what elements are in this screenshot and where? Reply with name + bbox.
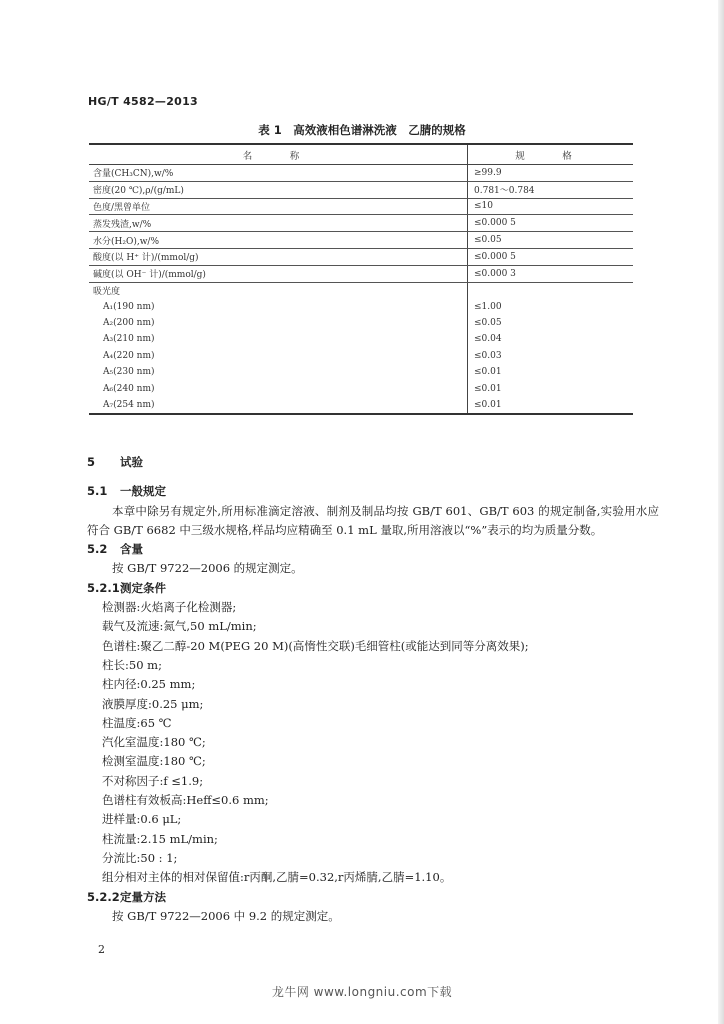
section-5-2-2-heading bbox=[87, 888, 659, 907]
section-title: 定量方法 bbox=[120, 889, 166, 904]
section-number: 5.2.2 bbox=[87, 889, 120, 904]
table-title: 表 1 高效液相色谱淋洗液 乙腈的规格 bbox=[258, 123, 466, 137]
item-name: 蒸发残渣,w/% bbox=[89, 215, 468, 232]
footer-watermark: 龙牛网 www.longniu.com下载 bbox=[271, 985, 453, 999]
table-row bbox=[89, 181, 633, 198]
table-row bbox=[89, 331, 633, 347]
condition-item: 汽化室温度:180 ℃; bbox=[102, 735, 206, 750]
table-row bbox=[89, 265, 633, 282]
condition-item: 组分相对主体的相对保留值:r丙酮,乙腈=0.32,r丙烯腈,乙腈=1.10。 bbox=[102, 870, 452, 885]
absorbance-wavelength: A₄(220 nm) bbox=[89, 348, 468, 364]
section-number: 5.1 bbox=[87, 484, 108, 499]
absorbance-wavelength: A₁(190 nm) bbox=[89, 298, 468, 314]
item-name: 酸度(以 H⁺ 计)/(mmol/g) bbox=[89, 248, 468, 265]
spec-value: ≤0.03 bbox=[474, 350, 502, 361]
condition-item: 柱内径:0.25 mm; bbox=[102, 677, 196, 692]
table-row bbox=[89, 282, 633, 298]
standard-code: HG/T 4582—2013 bbox=[88, 95, 199, 108]
section-title: 测定条件 bbox=[120, 580, 166, 595]
section-5-2-text: 按 GB/T 9722—2006 的规定测定。 bbox=[112, 561, 303, 576]
table-row bbox=[89, 298, 633, 314]
condition-item: 柱长:50 m; bbox=[102, 657, 162, 672]
column-header-name: 名 称 bbox=[89, 144, 468, 165]
item-name: 密度(20 ℃),ρ/(g/mL) bbox=[89, 181, 468, 198]
spec-value: ≤0.000 3 bbox=[468, 265, 634, 282]
spec-value: ≤0.05 bbox=[468, 232, 634, 249]
section-5-2-heading bbox=[87, 540, 659, 559]
section-5-1-heading bbox=[87, 482, 659, 501]
section-5-body bbox=[87, 453, 659, 926]
section-title: 一般规定 bbox=[120, 484, 166, 499]
table-row bbox=[89, 232, 633, 249]
section-title: 含量 bbox=[120, 542, 143, 557]
spec-value: ≤0.05 bbox=[474, 317, 502, 328]
table-header-row bbox=[89, 144, 633, 165]
condition-item: 不对称因子:f ≤1.9; bbox=[102, 773, 204, 788]
spec-value: ≤0.04 bbox=[474, 334, 502, 345]
absorbance-wavelength: A₂(200 nm) bbox=[89, 315, 468, 331]
table-row bbox=[89, 198, 633, 215]
condition-item: 色谱柱有效板高:Heff≤0.6 mm; bbox=[102, 793, 269, 808]
table-row bbox=[89, 380, 633, 396]
page-number: 2 bbox=[98, 943, 105, 956]
absorbance-wavelength: A₅(230 nm) bbox=[89, 364, 468, 380]
table-row bbox=[89, 397, 633, 414]
item-name: 碱度(以 OH⁻ 计)/(mmol/g) bbox=[89, 265, 468, 282]
spec-value: ≥99.9 bbox=[468, 165, 634, 182]
spec-value: ≤0.01 bbox=[474, 383, 502, 394]
spec-value: 0.781～0.784 bbox=[468, 181, 634, 198]
spec-value: ≤0.000 5 bbox=[468, 215, 634, 232]
spec-value: ≤10 bbox=[468, 198, 634, 215]
item-name: 水分(H₂O),w/% bbox=[89, 232, 468, 249]
column-header-spec: 规 格 bbox=[468, 144, 634, 165]
spec-value bbox=[468, 282, 634, 298]
section-number: 5 bbox=[87, 455, 96, 469]
condition-item: 载气及流速:氮气,50 mL/min; bbox=[102, 619, 257, 634]
condition-item: 检测器:火焰离子化检测器; bbox=[102, 600, 237, 615]
absorbance-wavelength: A₆(240 nm) bbox=[89, 380, 468, 396]
section-title: 试验 bbox=[120, 455, 143, 469]
condition-list bbox=[87, 598, 659, 887]
condition-item: 进样量:0.6 μL; bbox=[102, 812, 182, 827]
table-row bbox=[89, 165, 633, 182]
section-5-1-text: 本章中除另有规定外,所用标准滴定溶液、制剂及制品均按 GB/T 601、GB/T 603 的规定制备,实验用水应符合 GB/T 6682 中三级水规格,样品均应精确至 0.1 mL 量取,所用溶液以“%”表示的均为质量分数。 bbox=[87, 503, 659, 537]
condition-item: 柱流量:2.15 mL/min; bbox=[102, 831, 218, 846]
page-edge bbox=[718, 0, 724, 1024]
section-number: 5.2.1 bbox=[87, 580, 120, 595]
table-row bbox=[89, 348, 633, 364]
condition-item: 液膜厚度:0.25 μm; bbox=[102, 696, 204, 711]
absorbance-wavelength: A₃(210 nm) bbox=[89, 331, 468, 347]
table-row bbox=[89, 248, 633, 265]
item-name: 色度/黑曾单位 bbox=[89, 198, 468, 215]
section-5-2-2-text: 按 GB/T 9722—2006 中 9.2 的规定测定。 bbox=[112, 908, 340, 923]
condition-item: 分流比:50 : 1; bbox=[102, 850, 178, 865]
table-row bbox=[89, 315, 633, 331]
section-number: 5.2 bbox=[87, 542, 108, 557]
absorbance-wavelength: A₇(254 nm) bbox=[89, 397, 468, 414]
section-5-heading bbox=[87, 453, 659, 472]
table-row bbox=[89, 215, 633, 232]
spec-value: ≤0.000 5 bbox=[468, 248, 634, 265]
absorbance-label: 吸光度 bbox=[89, 282, 468, 298]
table-row bbox=[89, 364, 633, 380]
spec-value: ≤1.00 bbox=[474, 301, 502, 312]
condition-item: 检测室温度:180 ℃; bbox=[102, 754, 206, 769]
condition-item: 色谱柱:聚乙二醇-20 M(PEG 20 M)(高惰性交联)毛细管柱(或能达到同等分离效果); bbox=[102, 638, 529, 653]
spec-value: ≤0.01 bbox=[468, 397, 634, 414]
item-name: 含量(CH₃CN),w/% bbox=[89, 165, 468, 182]
condition-item: 柱温度:65 ℃ bbox=[102, 715, 172, 730]
spec-table bbox=[89, 143, 633, 415]
section-5-2-1-heading bbox=[87, 579, 659, 598]
spec-value: ≤0.01 bbox=[474, 367, 502, 378]
